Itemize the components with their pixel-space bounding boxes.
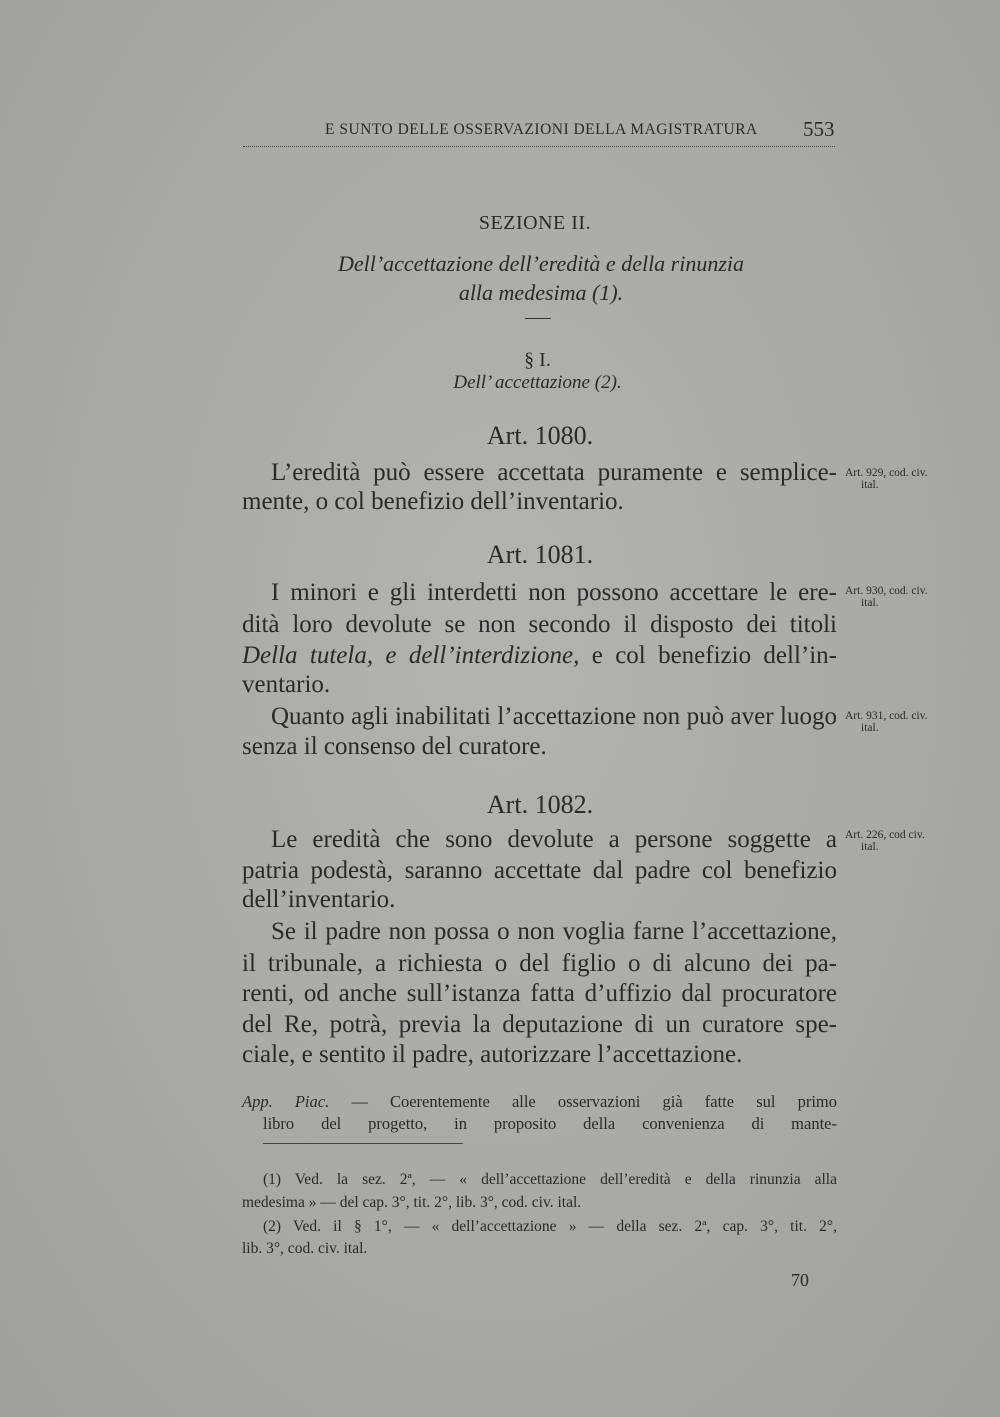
section-divider (525, 318, 551, 319)
article-1082-line-2: patria podestà, saranno accettate dal padre col benefizio (242, 857, 837, 884)
signature-mark: 70 (791, 1270, 809, 1290)
header-rule (243, 146, 835, 147)
footnote-2-line-1: (2) Ved. il § 1°, — « dell’accettazione » — della sez. 2ª, cap. 3°, tit. 2°, (263, 1218, 837, 1235)
article-1082-line-5: il tribunale, a richiesta o del figlio o di alcuno dei pa- (242, 950, 837, 977)
section-title: SEZIONE II. (478, 212, 592, 234)
page-number: 553 (803, 117, 835, 141)
article-1082-line-3: dell’inventario. (242, 886, 396, 913)
footnote-1-line-1: (1) Ved. la sez. 2ª, — « dell’accettazione dell’eredità e della rinunzia alla (263, 1171, 837, 1188)
commentary-line-1: App. Piac. — Coerentemente alle osservazioni già fatte sul primo (242, 1092, 837, 1111)
article-1081-line-1: I minori e gli interdetti non possono accettare le ere- (271, 579, 837, 606)
article-heading-1080: Art. 1080. (486, 421, 594, 450)
article-1082-line-4: Se il padre non possa o non voglia farne l’accettazione, (271, 918, 837, 945)
margin-note-art-931: Art. 931, cod. civ. ital. (845, 710, 928, 735)
article-1080-line-1: L’eredità può essere accettata puramente e semplice- (271, 459, 837, 486)
article-heading-1081: Art. 1081. (486, 540, 594, 569)
section-subtitle-line-1: Dell’accettazione dell’eredità e della rinunzia (337, 251, 745, 276)
commentary-source: App. Piac. (242, 1092, 330, 1111)
article-1081-italic-titles: Della tutela, e dell’interdizione, (242, 642, 580, 669)
running-header: E SUNTO DELLE OSSERVAZIONI DELLA MAGISTRATURA (325, 121, 758, 138)
article-1082-line-8: ciale, e sentito il padre, autorizzare l’accettazione. (242, 1041, 743, 1068)
footnote-2-line-2: lib. 3°, cod. civ. ital. (242, 1240, 368, 1257)
paragraph-mark: § I. (524, 349, 551, 371)
margin-note-art-226: Art. 226, cod civ. ital. (845, 829, 925, 854)
article-1081-line-4: ventario. (242, 671, 331, 698)
article-1081-line-2: dità loro devolute se non secondo il disposto dei titoli (242, 611, 837, 638)
commentary-line-2: libro del progetto, in proposito della convenienza di mante- (263, 1114, 837, 1133)
article-1082-line-1: Le eredità che sono devolute a persone soggette a (271, 826, 837, 853)
article-1081-line-3: Della tutela, e dell’interdizione, e col benefizio dell’in- (242, 642, 838, 669)
article-1081-line-6: senza il consenso del curatore. (242, 733, 547, 760)
article-1082-line-6: renti, od anche sull’istanza fatta d’uffizio dal procuratore (242, 980, 837, 1007)
footnote-1-line-2: medesima » — del cap. 3°, tit. 2°, lib. 3°, cod. civ. ital. (242, 1194, 582, 1211)
article-1080-line-2: mente, o col benefizio dell’inventario. (242, 488, 624, 515)
footnote-rule (263, 1143, 463, 1144)
paragraph-title: Dell’ accettazione (2). (453, 372, 622, 393)
margin-note-art-929: Art. 929, cod. civ. ital. (845, 467, 928, 492)
article-heading-1082: Art. 1082. (486, 790, 594, 819)
article-1081-line-5: Quanto agli inabilitati l’accettazione non può aver luogo (271, 703, 837, 730)
section-subtitle-line-2: alla medesima (1). (458, 280, 624, 305)
article-1082-line-7: del Re, potrà, previa la deputazione di un curatore spe- (242, 1011, 837, 1038)
margin-note-art-930: Art. 930, cod. civ. ital. (845, 585, 928, 610)
